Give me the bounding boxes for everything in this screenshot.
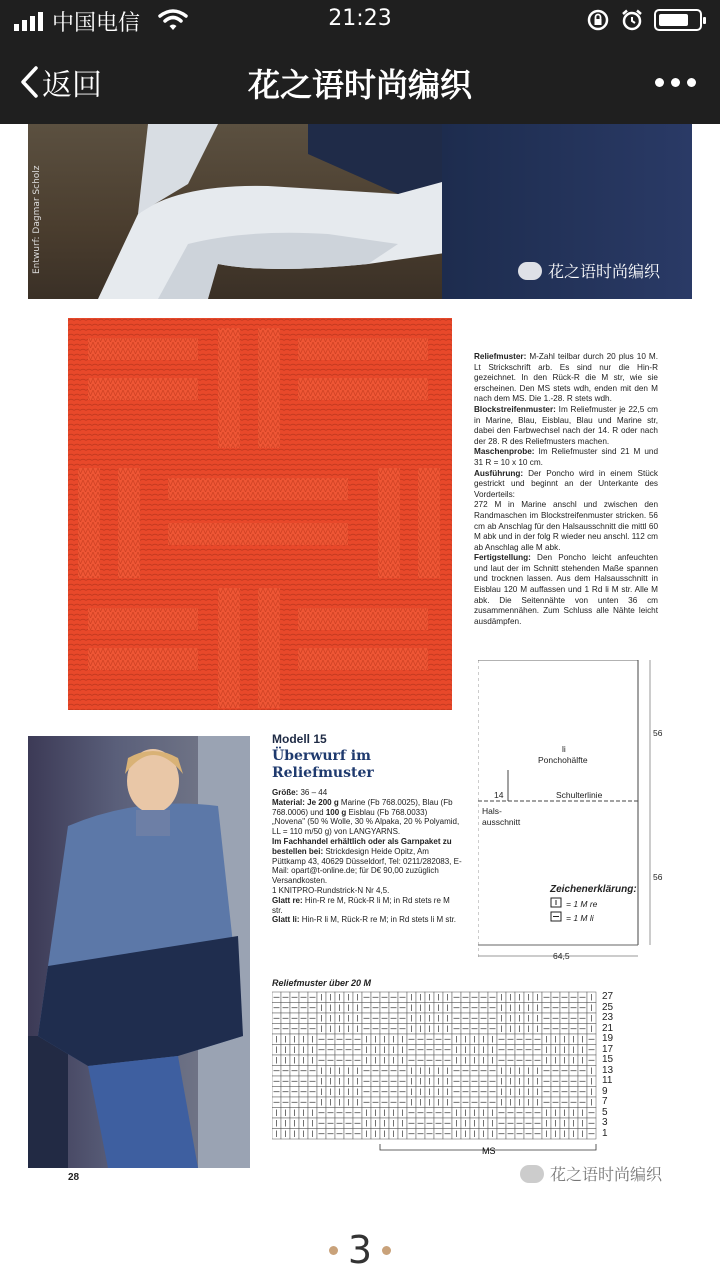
chart-row-label: 1: [602, 1127, 608, 1139]
chart-row-label: 9: [602, 1085, 608, 1097]
legend-title: Zeichenerklärung:: [550, 884, 637, 895]
poncho-schematic: [478, 660, 692, 962]
label-li: li: [562, 744, 566, 754]
knitting-chart: [272, 990, 632, 1160]
pager-dot-prev[interactable]: [329, 1246, 338, 1255]
watermark-bottom: 花之语时尚编织: [520, 1162, 662, 1185]
label-neck-1: Hals-: [482, 806, 502, 816]
page-title: 花之语时尚编织: [247, 66, 472, 104]
label-poncho-half: Ponchohälfte: [538, 755, 588, 765]
chart-row-label: 11: [602, 1075, 613, 1086]
wechat-icon: [520, 1165, 544, 1183]
image-pager: [0, 1228, 720, 1272]
nav-bar: [0, 40, 720, 124]
chart-row-label: 15: [602, 1054, 614, 1065]
chart-row-label: 5: [602, 1106, 608, 1118]
battery-icon: [654, 9, 702, 31]
dim-bottom: 56: [653, 872, 663, 882]
label-neck-2: ausschnitt: [482, 817, 521, 827]
chart-row-label: 19: [602, 1033, 614, 1044]
status-bar: [0, 0, 720, 40]
photo-credit: Entwurf: Dagmar Scholz: [32, 165, 42, 274]
chart-title: Reliefmuster über 20 M: [272, 978, 372, 988]
instructions-text: Reliefmuster: M-Zahl teilbar durch 20 plus 10 M. Lt Strickschrift arb. Es sind nur die Hin-R gezeichnet. In den Rück-R die M str, wie sie erscheinen. Den MS stets wdh, enden mit den M nach dem MS. Die 1.-28. R stets wdh. Blockstreifenmuster: Im Reliefmuster je 22,5 cm in Marine, Blau, Eisblau, Blau und Marine str, dabei den Farbwechsel nach der 14. R oder nach der 28. R des Reliefmusters machen. Maschenprobe: Im Reliefmuster sind 21 M und 31 R = 10 x 10 cm. Ausführung: Der Poncho wird in einem Stück gestrickt und beginnt an der Unterkante des Vorderteils: 272 M in Marine anschl und zwischen den Randmaschen im Blockstreifenmuster stricken. 56 cm ab Anschlag für den Halsausschnitt die mittl 60 M abk und in der folg R wieder neu anschl. 112 cm ab Anschlag alle M abk. Fertigstellung: Den Poncho leicht anfeuchten und laut der im Schnitt stehenden Maße spannen und trocknen lassen. Aus dem Halsausschnitt in Eisblau 120 M auffassen und 1 Rd li M str. Alle M abk. Die Seitennähte von unten 36 cm zusammennähen. Zum Schluss alle Nähte leicht ausdämpfen.: [474, 352, 658, 626]
carrier-name: 中国电信: [52, 11, 141, 36]
chart-row-label: 17: [602, 1043, 614, 1055]
dim-top: 56: [653, 728, 663, 738]
label-shoulder: Schulterlinie: [556, 790, 603, 800]
more-dot-icon: [671, 78, 680, 87]
rotation-lock-icon: [586, 8, 610, 32]
article-photo-top: [28, 124, 692, 299]
model-details: Größe: 36 – 44 Material: Je 200 g Marine (Fb 768.0025), Blau (Fb 768.0006) und 100 g Eisblau (Fb 768.0033) „Novena" (50 % Wolle, 30 % Alpaka, 20 % Polyamid, LL = 110 m/50 g) von LANGYARNS. Im Fachhandel erhältlich oder als Garnpaket zu bestellen bei: Strickdesign Heide Opitz, Am Püttkamp 43, 40629 Düsseldorf, Tel: 0211/282083, E-Mail: opart@t-online.de; für D€ 90,00 zuzüglich Versandkosten. 1 KNITPRO-Rundstrick-N Nr 4,5. Glatt re: Hin-R re M, Rück-R li M; in Rd stets re M str. Glatt li: Hin-R li M, Rück-R re M; in Rd stets li M str.: [272, 788, 462, 925]
chart-row-label: 7: [602, 1096, 608, 1107]
chart-row-label: 13: [602, 1064, 614, 1076]
more-dot-icon: [687, 78, 696, 87]
more-button[interactable]: [655, 78, 696, 87]
relief-pattern-illustration: [68, 318, 452, 710]
alarm-icon: [620, 8, 644, 32]
dim-14: 14: [494, 790, 504, 800]
chart-row-label: 27: [602, 991, 614, 1002]
chart-row-label: 3: [602, 1117, 608, 1128]
page-number: 28: [68, 1172, 80, 1183]
pager-current: 3: [347, 1228, 373, 1272]
back-label: 返回: [42, 68, 102, 103]
pager-dot-next[interactable]: [382, 1246, 391, 1255]
chart-row-label: 25: [602, 1001, 614, 1013]
model-number: Modell 15: [272, 732, 327, 746]
watermark: 花之语时尚编织: [518, 259, 660, 282]
model-name: Überwurf im Reliefmuster: [272, 748, 374, 781]
chart-row-label: 21: [602, 1022, 614, 1034]
clock: 21:23: [328, 6, 392, 31]
chart-row-label: 23: [602, 1012, 614, 1023]
chart-ms-label: MS: [482, 1146, 496, 1156]
model-photo: [28, 736, 250, 1168]
dim-width: 64,5: [553, 951, 570, 961]
legend-li: = 1 M li: [566, 913, 594, 923]
knit-swatch-photo: [68, 318, 452, 710]
more-dot-icon: [655, 78, 664, 87]
wechat-icon: [518, 262, 542, 280]
legend-re: = 1 M re: [566, 899, 598, 909]
